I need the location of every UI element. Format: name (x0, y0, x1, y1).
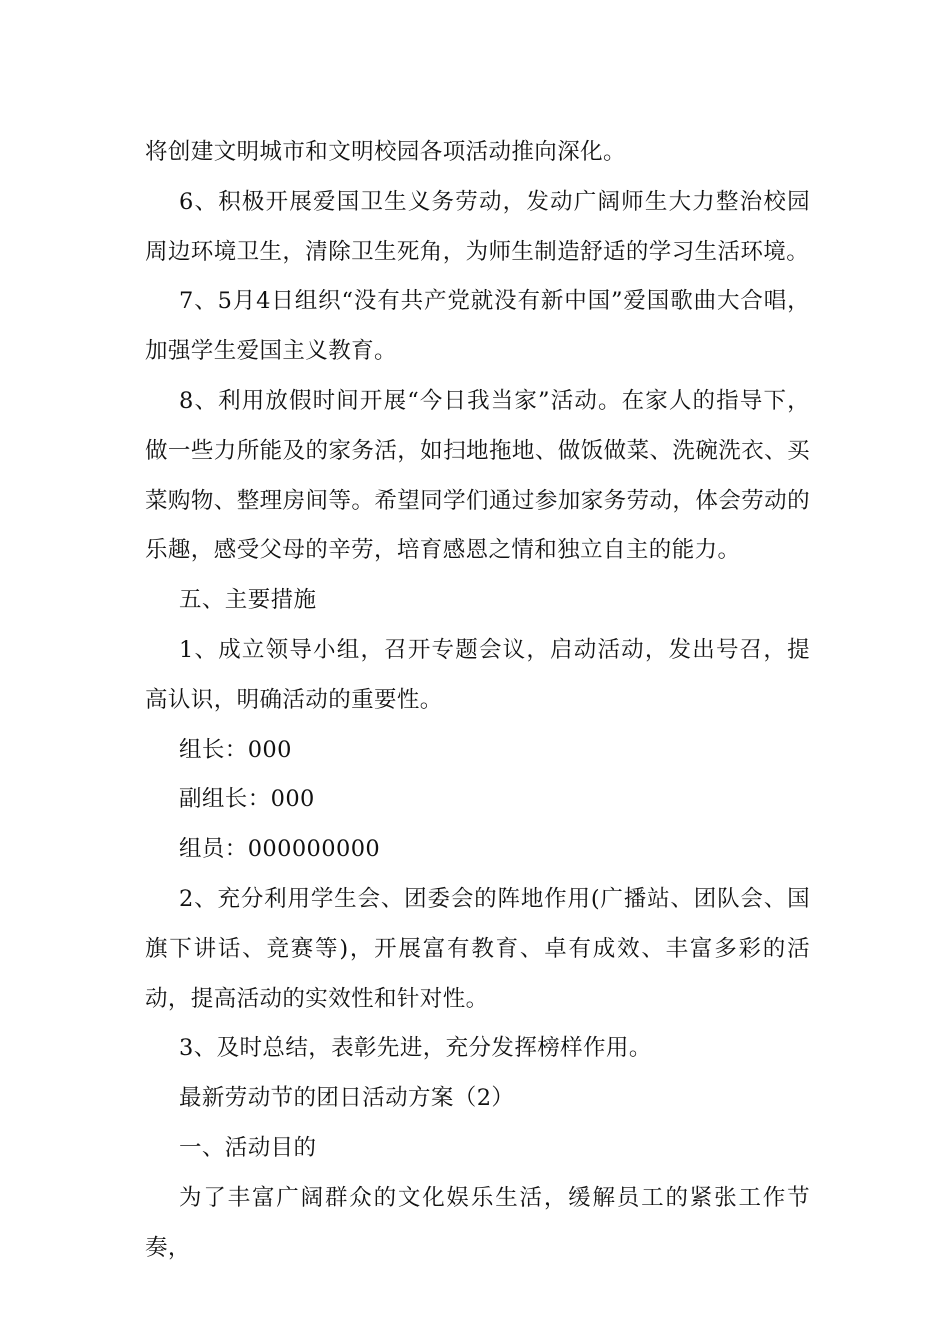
section-heading-measures: 五、主要措施 (179, 587, 317, 614)
document-body (145, 128, 810, 1273)
paragraph-item-7: 7、5月4日组织“没有共产党就没有新中国”爱国歌曲大合唱，加强学生爱国主义教育。 (145, 288, 810, 365)
paragraph-item-8: 8、利用放假时间开展“今日我当家”活动。在家人的指导下，做一些力所能及的家务活，如扫地拖地、做饭做菜、洗碗洗衣、买菜购物、整理房间等。希望同学们通过参加家务劳动，体会劳动的乐趣，感受父母的辛劳，培育感恩之情和独立自主的能力。 (145, 387, 810, 564)
deputy-leader-line: 副组长：000 (179, 786, 315, 813)
group-leader-line: 组长：000 (179, 736, 292, 763)
group-members-line: 组员：000000000 (179, 836, 381, 863)
section-heading-purpose: 一、活动目的 (179, 1134, 317, 1161)
paragraph-measure-3: 3、及时总结，表彰先进，充分发挥榜样作用。 (179, 1035, 652, 1062)
plan-title-2: 最新劳动节的团日活动方案（2） (179, 1085, 515, 1112)
paragraph-measure-2: 2、充分利用学生会、团委会的阵地作用(广播站、团队会、国旗下讲话、竞赛等)，开展富有教育、卓有成效、丰富多彩的活动，提高活动的实效性和针对性。 (145, 885, 810, 1012)
paragraph-continuation: 将创建文明城市和文明校园各项活动推向深化。 (145, 139, 626, 165)
paragraph-purpose: 为了丰富广阔群众的文化娱乐生活，缓解员工的紧张工作节奏， (145, 1184, 810, 1261)
paragraph-item-6: 6、积极开展爱国卫生义务劳动，发动广阔师生大力整治校园周边环境卫生，清除卫生死角，为师生制造舒适的学习生活环境。 (145, 188, 810, 265)
paragraph-measure-1: 1、成立领导小组，召开专题会议，启动活动，发出号召，提高认识，明确活动的重要性。 (145, 636, 810, 713)
